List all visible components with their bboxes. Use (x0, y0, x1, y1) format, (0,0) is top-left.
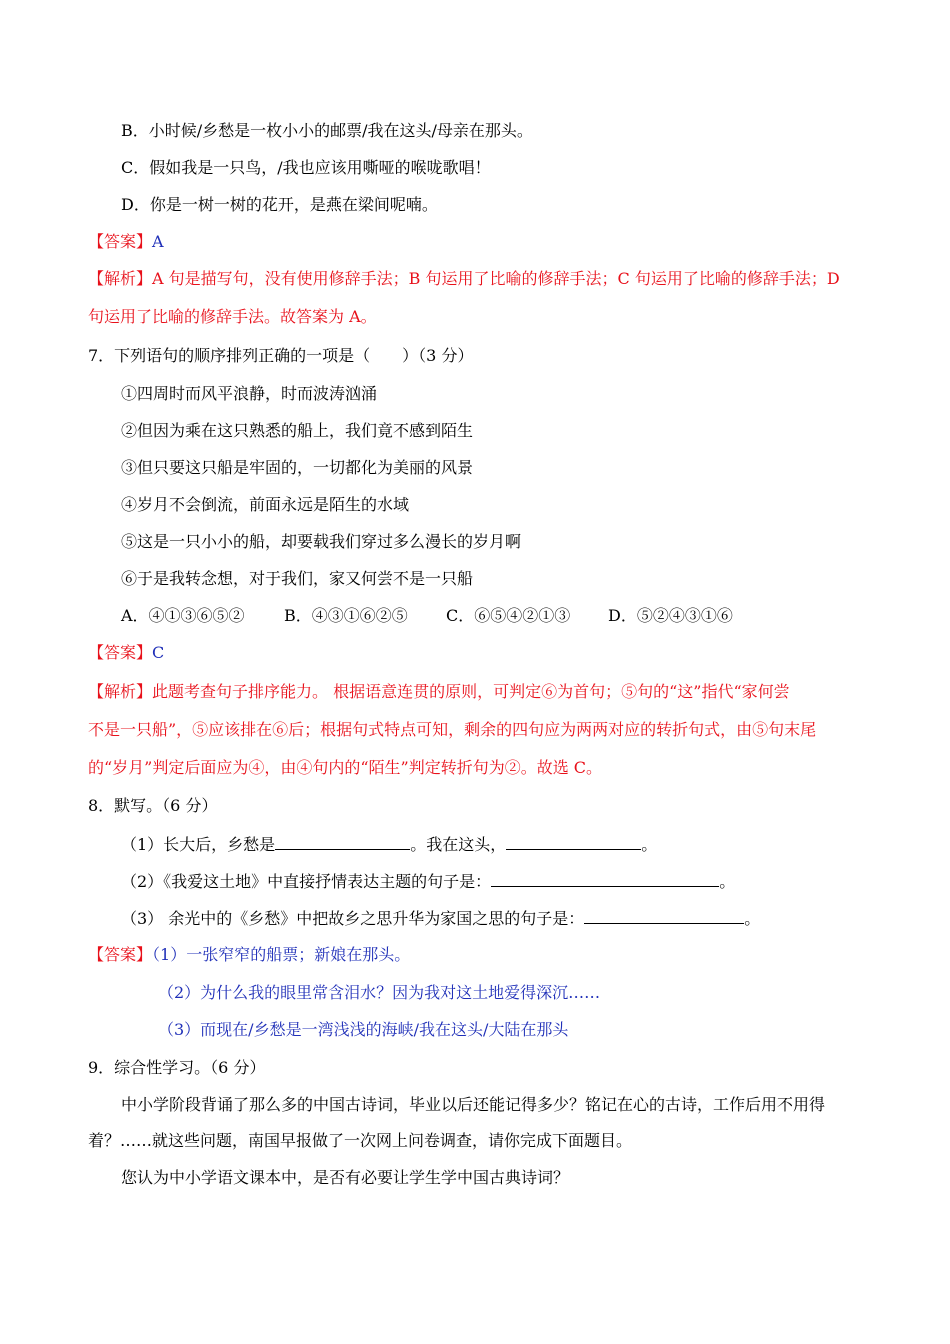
q7-answer (88, 642, 164, 664)
q9-paragraph-line-2: 着？……就这些问题，南国早报做了一次网上问卷调查，请你完成下面题目。 (88, 1131, 633, 1150)
q7-option-d: D．⑤②④③①⑥ (608, 606, 733, 625)
q7-item-5: ⑤这是一只小小的船，却要载我们穿过多么漫长的岁月啊 (121, 532, 522, 551)
q8-part-2-text: （2）《我爱这土地》中直接抒情表达主题的句子是： (121, 872, 492, 891)
q7-item-1: ①四周时而风平浪静，时而波涛汹涌 (121, 384, 378, 403)
q7-option-c: C．⑥⑤④②①③ (446, 606, 571, 625)
q8-answer-1 (88, 944, 410, 966)
q6-analysis-line-1 (88, 268, 840, 290)
fill-blank[interactable] (275, 833, 410, 850)
q6-answer (88, 231, 164, 253)
answer-tag: 【答案】 (88, 945, 153, 964)
fill-blank[interactable] (584, 907, 744, 924)
answer-value: A (152, 232, 164, 251)
analysis-text: 此题考查句子排序能力。 根据语意连贯的原则，可判定⑥为首句；⑤句的“这”指代“家何尝 (152, 682, 790, 701)
q7-item-6: ⑥于是我转念想，对于我们，家又何尝不是一只船 (121, 569, 474, 588)
answer-value: C (152, 643, 165, 662)
q8-part-3-end: 。 (744, 909, 761, 928)
q7-item-3: ③但只要这只船是牢固的，一切都化为美丽的风景 (121, 458, 474, 477)
q8-part-1 (121, 833, 657, 856)
q8-answer-2: （2）为什么我的眼里常含泪水？因为我对这土地爱得深沉…… (158, 983, 601, 1002)
fill-blank[interactable] (506, 833, 641, 850)
q9-stem: 9．综合性学习。（6 分） (88, 1058, 266, 1077)
q8-part-1-end: 。 (641, 835, 658, 854)
q7-option-a: A．④①③⑥⑤② (121, 606, 245, 625)
analysis-tag: 【解析】 (88, 682, 153, 701)
q7-stem: 7．下列语句的顺序排列正确的一项是（ ）（3 分） (88, 346, 474, 365)
q7-analysis-line-3: 的“岁月”判定后面应为④，由④句内的“陌生”判定转折句为②。故选 C。 (88, 758, 603, 777)
q7-analysis-line-2: 不是一只船”，⑤应该排在⑥后；根据句式特点可知，剩余的四句应为两两对应的转折句式，由⑤句末尾 (88, 720, 817, 739)
q7-analysis-line-1 (88, 681, 790, 703)
q6-option-d: D．你是一树一树的花开，是燕在梁间呢喃。 (121, 195, 438, 214)
answer-tag: 【答案】 (88, 232, 153, 251)
q8-part-2 (121, 870, 735, 893)
q7-item-4: ④岁月不会倒流，前面永远是陌生的水域 (121, 495, 410, 514)
q9-paragraph-line-1: 中小学阶段背诵了那么多的中国古诗词，毕业以后还能记得多少？铭记在心的古诗，工作后用不用得 (121, 1095, 826, 1114)
q6-option-b: B．小时候/乡愁是一枚小小的邮票/我在这头/母亲在那头。 (121, 121, 533, 140)
q8-part-2-end: 。 (719, 872, 736, 891)
q8-part-3-text: （3） 余光中的《乡愁》中把故乡之思升华为家国之思的句子是： (121, 909, 585, 928)
answer-tag: 【答案】 (88, 643, 153, 662)
q8-part-1-text: （1）长大后，乡愁是 (121, 835, 276, 854)
q8-answer-3: （3）而现在/乡愁是一湾浅浅的海峡/我在这头/大陆在那头 (158, 1020, 569, 1039)
q9-question: 您认为中小学语文课本中，是否有必要让学生学中国古典诗词？ (121, 1168, 570, 1187)
fill-blank[interactable] (491, 870, 719, 887)
q8-part-3 (121, 907, 760, 930)
q7-item-2: ②但因为乘在这只熟悉的船上，我们竟不感到陌生 (121, 421, 474, 440)
q6-analysis-line-2: 句运用了比喻的修辞手法。故答案为 A。 (88, 307, 377, 326)
q6-option-c: C．假如我是一只鸟，/我也应该用嘶哑的喉咙歌唱！ (121, 158, 491, 177)
q8-part-1-mid: 。我在这头， (410, 835, 507, 854)
answer-value: （1）一张窄窄的船票；新娘在那头。 (152, 945, 411, 964)
q8-stem: 8．默写。（6 分） (88, 796, 218, 815)
q7-option-b: B．④③①⑥②⑤ (284, 606, 408, 625)
analysis-text: A 句是描写句，没有使用修辞手法；B 句运用了比喻的修辞手法；C 句运用了比喻的修辞手法；D (152, 269, 840, 288)
analysis-tag: 【解析】 (88, 269, 153, 288)
